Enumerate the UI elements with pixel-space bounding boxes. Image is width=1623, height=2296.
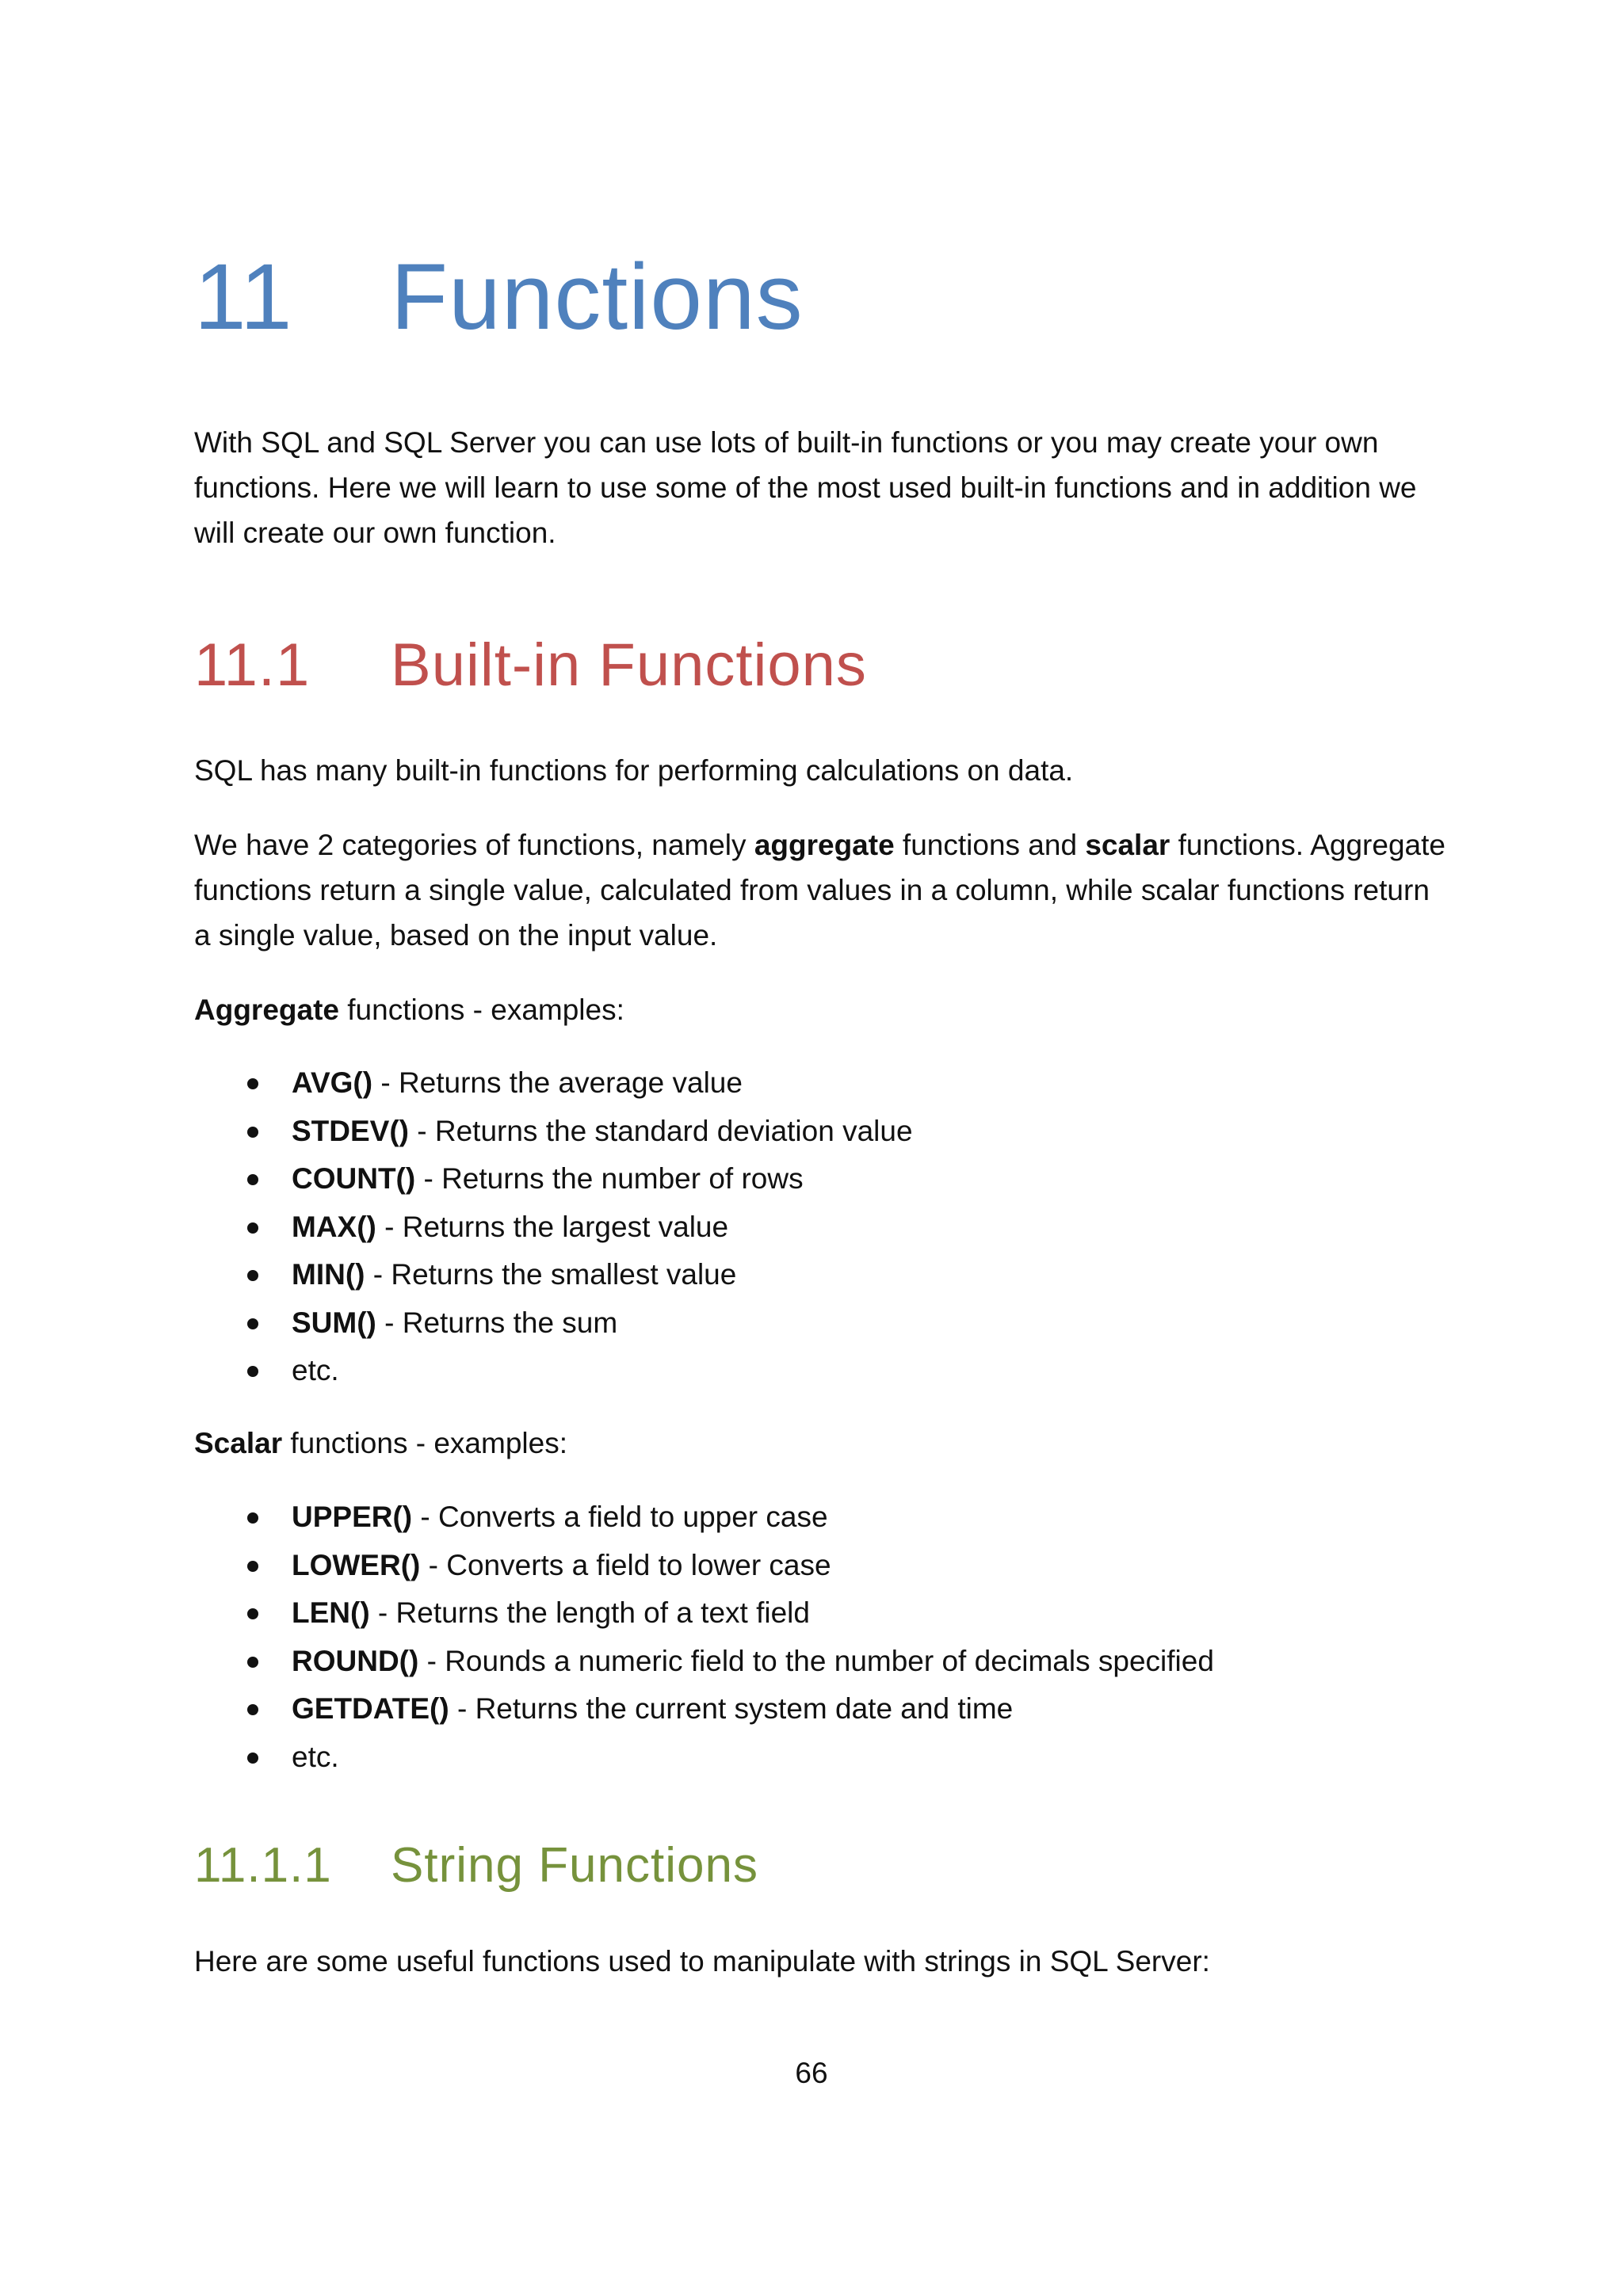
bullet-icon bbox=[247, 1512, 258, 1524]
function-name: LEN() bbox=[292, 1596, 370, 1629]
function-desc: - Returns the current system date and time bbox=[449, 1692, 1014, 1725]
list-item bbox=[194, 1685, 1214, 1733]
function-name: ROUND() bbox=[292, 1644, 419, 1677]
list-item bbox=[194, 1155, 913, 1203]
section-number: 11.1 bbox=[194, 631, 311, 699]
categories-lead: We have 2 categories of functions, namely bbox=[194, 829, 754, 861]
bullet-icon bbox=[247, 1366, 258, 1377]
function-desc: - Returns the number of rows bbox=[415, 1162, 804, 1195]
function-name: MAX() bbox=[292, 1210, 376, 1243]
categories-paragraph bbox=[194, 822, 1446, 958]
scalar-term: scalar bbox=[1085, 829, 1170, 861]
chapter-intro: With SQL and SQL Server you can use lots of built-in functions or you may create your own functions. Here we will learn to use some of the most used built-in functions and in addition we will create our own function. bbox=[194, 426, 1417, 549]
function-desc: etc. bbox=[292, 1354, 339, 1386]
function-desc: - Returns the largest value bbox=[376, 1210, 729, 1243]
categories-mid: functions and bbox=[894, 829, 1086, 861]
list-item bbox=[194, 1059, 913, 1108]
subsection-intro: Here are some useful functions used to manipulate with strings in SQL Server: bbox=[194, 1945, 1210, 1978]
aggregate-list bbox=[194, 1059, 913, 1395]
function-name: UPPER() bbox=[292, 1501, 413, 1533]
bullet-icon bbox=[247, 1078, 258, 1089]
chapter-number: 11 bbox=[194, 245, 293, 349]
function-name: LOWER() bbox=[292, 1548, 421, 1581]
bullet-icon bbox=[247, 1174, 258, 1185]
scalar-heading bbox=[194, 1421, 1446, 1466]
bullet-icon bbox=[247, 1561, 258, 1572]
function-name: MIN() bbox=[292, 1258, 365, 1291]
subsection-heading bbox=[194, 1830, 758, 1901]
aggregate-heading bbox=[194, 987, 1446, 1032]
subsection-title: String Functions bbox=[391, 1838, 758, 1893]
chapter-heading bbox=[194, 242, 804, 353]
aggregate-heading-bold: Aggregate bbox=[194, 994, 339, 1026]
bullet-icon bbox=[247, 1657, 258, 1668]
bullet-icon bbox=[247, 1753, 258, 1764]
scalar-list bbox=[194, 1493, 1214, 1781]
list-item bbox=[194, 1638, 1214, 1686]
function-name: SUM() bbox=[292, 1306, 376, 1339]
function-name: AVG() bbox=[292, 1066, 373, 1099]
page-number: 66 bbox=[795, 2057, 828, 2089]
bullet-icon bbox=[247, 1222, 258, 1234]
list-item bbox=[194, 1542, 1214, 1590]
function-desc: - Returns the smallest value bbox=[365, 1258, 737, 1291]
function-desc: - Returns the average value bbox=[372, 1066, 743, 1099]
scalar-heading-rest: functions - examples: bbox=[282, 1427, 567, 1459]
function-desc: - Converts a field to lower case bbox=[420, 1548, 831, 1581]
aggregate-heading-rest: functions - examples: bbox=[338, 994, 624, 1026]
list-item bbox=[194, 1347, 913, 1395]
list-item bbox=[194, 1251, 913, 1299]
list-item bbox=[194, 1589, 1214, 1638]
function-name: STDEV() bbox=[292, 1114, 409, 1147]
section-heading bbox=[194, 626, 867, 705]
function-desc: - Rounds a numeric field to the number of decimals specified bbox=[418, 1644, 1214, 1677]
bullet-icon bbox=[247, 1704, 258, 1715]
section-intro: SQL has many built-in functions for performing calculations on data. bbox=[194, 754, 1074, 787]
bullet-icon bbox=[247, 1270, 258, 1281]
bullet-icon bbox=[247, 1318, 258, 1329]
section-title: Built-in Functions bbox=[391, 631, 867, 699]
list-item bbox=[194, 1203, 913, 1252]
list-item bbox=[194, 1493, 1214, 1542]
function-desc: - Converts a field to upper case bbox=[412, 1501, 828, 1533]
categories-tail: functions. Aggregate functions return a single value, calculated from values in a column, while scalar functions return a single value, based on the input value. bbox=[194, 829, 1445, 952]
scalar-heading-bold: Scalar bbox=[194, 1427, 283, 1459]
aggregate-term: aggregate bbox=[754, 829, 895, 861]
function-desc: - Returns the sum bbox=[376, 1306, 618, 1339]
function-desc: - Returns the standard deviation value bbox=[409, 1114, 913, 1147]
bullet-icon bbox=[247, 1608, 258, 1619]
function-name: GETDATE() bbox=[292, 1692, 449, 1725]
list-item bbox=[194, 1108, 913, 1156]
function-name: COUNT() bbox=[292, 1162, 416, 1195]
chapter-title: Functions bbox=[391, 245, 804, 349]
function-desc: - Returns the length of a text field bbox=[369, 1596, 810, 1629]
function-desc: etc. bbox=[292, 1740, 339, 1773]
subsection-number: 11.1.1 bbox=[194, 1838, 332, 1893]
list-item bbox=[194, 1299, 913, 1348]
bullet-icon bbox=[247, 1127, 258, 1138]
list-item bbox=[194, 1733, 1214, 1782]
